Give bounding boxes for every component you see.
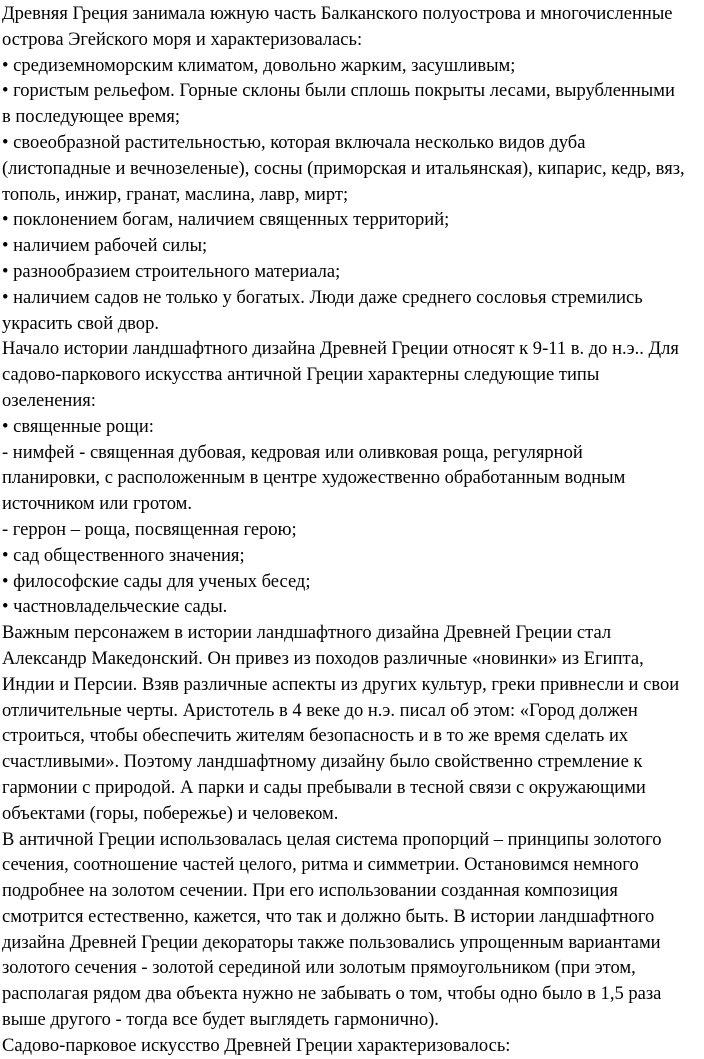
list-item: • гористым рельефом. Горные склоны были сплошь покрыты лесами, вырубленными <box>2 80 675 102</box>
text-line: подробнее на золотом сечении. При его использовании созданная композиция <box>2 880 618 902</box>
list-subitem: - нимфей - священная дубовая, кедровая или оливковая роща, регулярной <box>2 441 583 463</box>
text-line: счастливыми». Поэтому ландшафтному дизайну было свойственно стремление к <box>2 751 643 773</box>
list-item: • священные рощи: <box>2 415 154 437</box>
text-line: Александр Македонский. Он привез из походов различные «новинки» из Египта, <box>2 647 644 669</box>
document-text <box>2 1 702 1059</box>
list-item: • наличием садов не только у богатых. Люди даже среднего сословья стремились <box>2 286 643 308</box>
paragraph-alexander <box>2 620 702 826</box>
paragraph-intro <box>2 1 702 53</box>
text-line: гармонии с природой. А парки и сады пребывали в тесной связи с окружающими <box>2 776 646 798</box>
list-item: • поклонением богам, наличием священных территорий; <box>2 209 450 231</box>
text-line: садово-паркового искусства античной Греции характерны следующие типы <box>2 364 600 386</box>
list-greenery-types <box>2 414 702 620</box>
list-characteristics <box>2 53 702 337</box>
text-line: располагая рядом два объекта нужно не забывать о том, чтобы одно было в 1,5 раза <box>2 983 662 1005</box>
paragraph-history-start <box>2 336 702 413</box>
list-item-continuation: тополь, инжир, гранат, маслина, лавр, мирт; <box>2 183 349 205</box>
paragraph-golden-ratio <box>2 827 702 1033</box>
text-line: дизайна Древней Греции декораторы также пользовались упрощенным вариантами <box>2 931 661 953</box>
paragraph-garden-art <box>2 1033 702 1059</box>
list-item: • разнообразием строительного материала; <box>2 260 341 282</box>
text-line: строиться, чтобы обеспечить жителям безопасность и в то же время сделать их <box>2 725 629 747</box>
text-line: озеленения: <box>2 389 96 411</box>
text-line: отличительные черты. Аристотель в 4 веке до н.э. писал об этом: «Город должен <box>2 699 638 721</box>
list-item: • сад общественного значения; <box>2 544 245 566</box>
text-line: Индии и Персии. Взяв различные аспекты из других культур, греки привнесли и свои <box>2 673 680 695</box>
list-item: • наличием рабочей силы; <box>2 235 208 257</box>
list-subitem-continuation: планировки, с расположенным в центре художественно обработанным водным <box>2 467 626 489</box>
text-line: объектами (горы, побережье) и человеком. <box>2 802 339 824</box>
list-item-continuation: в последующее время; <box>2 106 181 128</box>
text-line: В античной Греции использовалась целая система пропорций – принципы золотого <box>2 828 662 850</box>
text-line: Садово-парковое искусство Древней Греции характеризовалось: <box>2 1034 511 1056</box>
text-line: Начало истории ландшафтного дизайна Древней Греции относят к 9-11 в. до н.э.. Для <box>2 338 679 360</box>
text-line: сечения, соотношение частей целого, ритма и симметрии. Остановимся немного <box>2 854 639 876</box>
text-line: острова Эгейского моря и характеризовалась: <box>2 28 363 50</box>
list-subitem: - геррон – роща, посвященная герою; <box>2 518 297 540</box>
text-line: золотого сечения - золотой серединой или золотым прямоугольником (при этом, <box>2 957 636 979</box>
list-item: • философские сады для ученых бесед; <box>2 570 311 592</box>
list-subitem-continuation: источником или гротом. <box>2 493 192 515</box>
text-line: смотрится естественно, кажется, что так и должно быть. В истории ландшафтного <box>2 905 655 927</box>
list-item-continuation: (листопадные и вечнозеленые), сосны (приморская и итальянская), кипарис, кедр, вяз, <box>2 157 685 179</box>
list-item: • средиземноморским климатом, довольно жарким, засушливым; <box>2 54 516 76</box>
text-line: выше другого - тогда все будет выглядеть гармонично). <box>2 1009 439 1031</box>
list-item: • своеобразной растительностью, которая включала несколько видов дуба <box>2 131 586 153</box>
text-line: Древняя Греция занимала южную часть Балканского полуострова и многочисленные <box>2 3 673 24</box>
list-item-continuation: украсить свой двор. <box>2 312 159 334</box>
text-line: Важным персонажем в истории ландшафтного дизайна Древней Греции стал <box>2 622 612 644</box>
list-item: • частновладельческие сады. <box>2 596 228 618</box>
